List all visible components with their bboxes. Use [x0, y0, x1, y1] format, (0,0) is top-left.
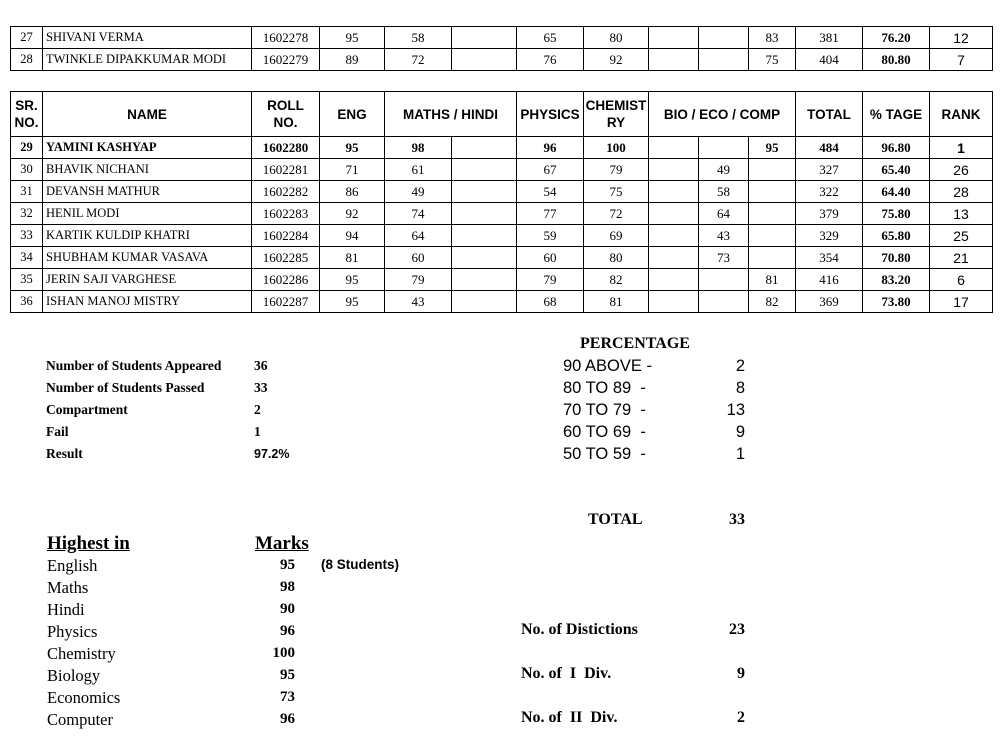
student-name: KARTIK KULDIP KHATRI: [43, 225, 252, 247]
eco-marks: [699, 27, 749, 49]
subject-marks: 96: [280, 711, 295, 727]
bio-marks: [649, 203, 699, 225]
eng-marks: 95: [320, 137, 385, 159]
roll-no: 1602285: [252, 247, 320, 269]
results-table: [10, 91, 993, 313]
student-name: BHAVIK NICHANI: [43, 159, 252, 181]
eco-marks: [699, 137, 749, 159]
maths-marks: 79: [385, 269, 452, 291]
bio-marks: [649, 181, 699, 203]
stat-value: 33: [254, 380, 268, 395]
subject-name: Chemistry: [47, 644, 116, 663]
students-note: (8 Students): [321, 557, 400, 572]
stat-value: 1: [254, 424, 261, 439]
subject-marks: 98: [280, 579, 295, 595]
sr-no: 27: [11, 27, 43, 49]
eco-marks: [699, 49, 749, 71]
percentage-range: 70 TO 79 -: [563, 401, 646, 419]
subject-name: Maths: [47, 578, 89, 597]
roll-no: 1602287: [252, 291, 320, 313]
subject-name: Computer: [47, 710, 113, 729]
maths-marks: 49: [385, 181, 452, 203]
total-marks: 329: [796, 225, 863, 247]
rank: 7: [930, 49, 993, 71]
percentage: 80.80: [863, 49, 930, 71]
physics-marks: 68: [517, 291, 584, 313]
header-eng: ENG: [320, 92, 385, 137]
division-label: No. of II Div.: [521, 709, 618, 726]
hindi-marks: [452, 269, 517, 291]
chem-marks: 81: [584, 291, 649, 313]
physics-marks: 54: [517, 181, 584, 203]
rank: 12: [930, 27, 993, 49]
physics-marks: 76: [517, 49, 584, 71]
student-name: YAMINI KASHYAP: [43, 137, 252, 159]
physics-marks: 67: [517, 159, 584, 181]
subject-name: Biology: [47, 666, 101, 685]
total-marks: 381: [796, 27, 863, 49]
percentage: 64.40: [863, 181, 930, 203]
roll-no: 1602278: [252, 27, 320, 49]
header-roll-no: ROLL NO.: [252, 92, 320, 137]
rank: 25: [930, 225, 993, 247]
subject-name: Hindi: [47, 600, 85, 619]
division-value: 23: [729, 621, 745, 638]
sr-no: 31: [11, 181, 43, 203]
total-marks: 322: [796, 181, 863, 203]
table-row: [11, 291, 993, 313]
sr-no: 29: [11, 137, 43, 159]
header-row: [11, 92, 993, 137]
total-marks: 404: [796, 49, 863, 71]
stat-label: Number of Students Passed: [46, 380, 205, 395]
eng-marks: 92: [320, 203, 385, 225]
bio-marks: [649, 269, 699, 291]
table-row: [11, 247, 993, 269]
hindi-marks: [452, 181, 517, 203]
physics-marks: 65: [517, 27, 584, 49]
total-marks: 484: [796, 137, 863, 159]
maths-marks: 72: [385, 49, 452, 71]
sr-no: 32: [11, 203, 43, 225]
percentage: 76.20: [863, 27, 930, 49]
maths-marks: 64: [385, 225, 452, 247]
header-bio-eco-comp: BIO / ECO / COMP: [649, 92, 796, 137]
bio-marks: [649, 49, 699, 71]
eng-marks: 95: [320, 269, 385, 291]
stat-label: Fail: [46, 424, 69, 439]
total-marks: 327: [796, 159, 863, 181]
table-row: [11, 49, 993, 71]
student-name: ISHAN MANOJ MISTRY: [43, 291, 252, 313]
comp-marks: [749, 225, 796, 247]
percentage-range: 60 TO 69 -: [563, 423, 646, 441]
stat-value: 36: [254, 358, 268, 373]
percentage: 65.80: [863, 225, 930, 247]
eng-marks: 81: [320, 247, 385, 269]
subject-marks: 95: [280, 557, 295, 573]
stat-value: 2: [254, 402, 261, 417]
header-chemistry: CHEMIST RY: [584, 92, 649, 137]
eng-marks: 94: [320, 225, 385, 247]
result-value: 97.2%: [254, 447, 290, 461]
roll-no: 1602286: [252, 269, 320, 291]
roll-no: 1602280: [252, 137, 320, 159]
table-row: [11, 269, 993, 291]
header-physics: PHYSICS: [517, 92, 584, 137]
student-name: SHUBHAM KUMAR VASAVA: [43, 247, 252, 269]
header-total: TOTAL: [796, 92, 863, 137]
student-name: JERIN SAJI VARGHESE: [43, 269, 252, 291]
table-row: [11, 181, 993, 203]
hindi-marks: [452, 49, 517, 71]
total-marks: 379: [796, 203, 863, 225]
sr-no: 28: [11, 49, 43, 71]
percentage: 70.80: [863, 247, 930, 269]
chem-marks: 80: [584, 247, 649, 269]
maths-marks: 98: [385, 137, 452, 159]
rank: 21: [930, 247, 993, 269]
comp-marks: 75: [749, 49, 796, 71]
percentage-count: 1: [735, 445, 745, 463]
sr-no: 36: [11, 291, 43, 313]
eng-marks: 95: [320, 291, 385, 313]
subject-marks: 96: [280, 623, 295, 639]
header-sr-no: SR. NO.: [11, 92, 43, 137]
eco-marks: 49: [699, 159, 749, 181]
total-marks: 369: [796, 291, 863, 313]
subject-marks: 90: [280, 601, 295, 617]
chem-marks: 75: [584, 181, 649, 203]
header-maths-hindi: MATHS / HINDI: [385, 92, 517, 137]
sr-no: 34: [11, 247, 43, 269]
table-row: [11, 203, 993, 225]
percentage-count: 8: [735, 379, 745, 397]
comp-marks: 95: [749, 137, 796, 159]
percentage-count: 2: [735, 357, 745, 375]
subject-marks: 100: [272, 645, 295, 661]
hindi-marks: [452, 159, 517, 181]
chem-marks: 92: [584, 49, 649, 71]
subject-marks: 73: [280, 689, 295, 705]
rank: 13: [930, 203, 993, 225]
rank: 17: [930, 291, 993, 313]
bio-marks: [649, 159, 699, 181]
maths-marks: 60: [385, 247, 452, 269]
sr-no: 35: [11, 269, 43, 291]
eco-marks: 73: [699, 247, 749, 269]
header-percentage: % TAGE: [863, 92, 930, 137]
subject-marks: 95: [280, 667, 295, 683]
percentage-range: 50 TO 59 -: [563, 445, 646, 463]
percentage: 65.40: [863, 159, 930, 181]
percentage-title: PERCENTAGE: [580, 335, 690, 352]
percentage: 96.80: [863, 137, 930, 159]
bio-marks: [649, 27, 699, 49]
percentage-total-value: 33: [729, 511, 745, 528]
bio-marks: [649, 291, 699, 313]
rank: 6: [930, 269, 993, 291]
bio-marks: [649, 225, 699, 247]
eng-marks: 95: [320, 27, 385, 49]
percentage-range: 80 TO 89 -: [563, 379, 646, 397]
percentage-count: 13: [726, 401, 745, 419]
maths-marks: 58: [385, 27, 452, 49]
division-value: 9: [737, 665, 745, 682]
subject-name: Physics: [47, 622, 98, 641]
maths-marks: 61: [385, 159, 452, 181]
chem-marks: 79: [584, 159, 649, 181]
physics-marks: 79: [517, 269, 584, 291]
roll-no: 1602284: [252, 225, 320, 247]
bio-marks: [649, 137, 699, 159]
rank: 28: [930, 181, 993, 203]
previous-rows-table: [10, 26, 993, 71]
eng-marks: 71: [320, 159, 385, 181]
header-rank: RANK: [930, 92, 993, 137]
comp-marks: [749, 159, 796, 181]
sr-no: 30: [11, 159, 43, 181]
roll-no: 1602282: [252, 181, 320, 203]
stat-label: Number of Students Appeared: [46, 358, 222, 373]
rank: 1: [930, 137, 993, 159]
stat-label: Compartment: [46, 402, 128, 417]
chem-marks: 69: [584, 225, 649, 247]
total-marks: 354: [796, 247, 863, 269]
chem-marks: 82: [584, 269, 649, 291]
maths-marks: 74: [385, 203, 452, 225]
highest-heading: Highest in: [47, 533, 130, 554]
division-value: 2: [737, 709, 745, 726]
hindi-marks: [452, 225, 517, 247]
table-row: [11, 27, 993, 49]
physics-marks: 60: [517, 247, 584, 269]
table-row: [11, 137, 993, 159]
hindi-marks: [452, 291, 517, 313]
eng-marks: 89: [320, 49, 385, 71]
chem-marks: 80: [584, 27, 649, 49]
hindi-marks: [452, 137, 517, 159]
maths-marks: 43: [385, 291, 452, 313]
chem-marks: 72: [584, 203, 649, 225]
hindi-marks: [452, 203, 517, 225]
student-name: TWINKLE DIPAKKUMAR MODI: [43, 49, 252, 71]
roll-no: 1602281: [252, 159, 320, 181]
student-name: SHIVANI VERMA: [43, 27, 252, 49]
eco-marks: 58: [699, 181, 749, 203]
rank: 26: [930, 159, 993, 181]
eco-marks: 64: [699, 203, 749, 225]
comp-marks: [749, 203, 796, 225]
total-marks: 416: [796, 269, 863, 291]
comp-marks: [749, 247, 796, 269]
comp-marks: 81: [749, 269, 796, 291]
hindi-marks: [452, 247, 517, 269]
eco-marks: [699, 269, 749, 291]
comp-marks: [749, 181, 796, 203]
marks-heading: Marks: [255, 533, 309, 554]
sr-no: 33: [11, 225, 43, 247]
percentage-range: 90 ABOVE -: [563, 357, 652, 375]
comp-marks: 82: [749, 291, 796, 313]
percentage: 75.80: [863, 203, 930, 225]
percentage-total-label: TOTAL: [588, 511, 643, 528]
chem-marks: 100: [584, 137, 649, 159]
subject-name: English: [47, 556, 98, 575]
physics-marks: 77: [517, 203, 584, 225]
physics-marks: 96: [517, 137, 584, 159]
table-row: [11, 225, 993, 247]
division-label: No. of Distictions: [521, 621, 638, 638]
eng-marks: 86: [320, 181, 385, 203]
percentage-count: 9: [735, 423, 745, 441]
hindi-marks: [452, 27, 517, 49]
student-name: HENIL MODI: [43, 203, 252, 225]
roll-no: 1602279: [252, 49, 320, 71]
percentage: 73.80: [863, 291, 930, 313]
comp-marks: 83: [749, 27, 796, 49]
table-row: [11, 159, 993, 181]
student-name: DEVANSH MATHUR: [43, 181, 252, 203]
division-label: No. of I Div.: [521, 665, 612, 682]
eco-marks: 43: [699, 225, 749, 247]
eco-marks: [699, 291, 749, 313]
subject-name: Economics: [47, 688, 121, 707]
stat-label: Result: [46, 446, 83, 461]
header-name: NAME: [43, 92, 252, 137]
percentage: 83.20: [863, 269, 930, 291]
roll-no: 1602283: [252, 203, 320, 225]
physics-marks: 59: [517, 225, 584, 247]
bio-marks: [649, 247, 699, 269]
